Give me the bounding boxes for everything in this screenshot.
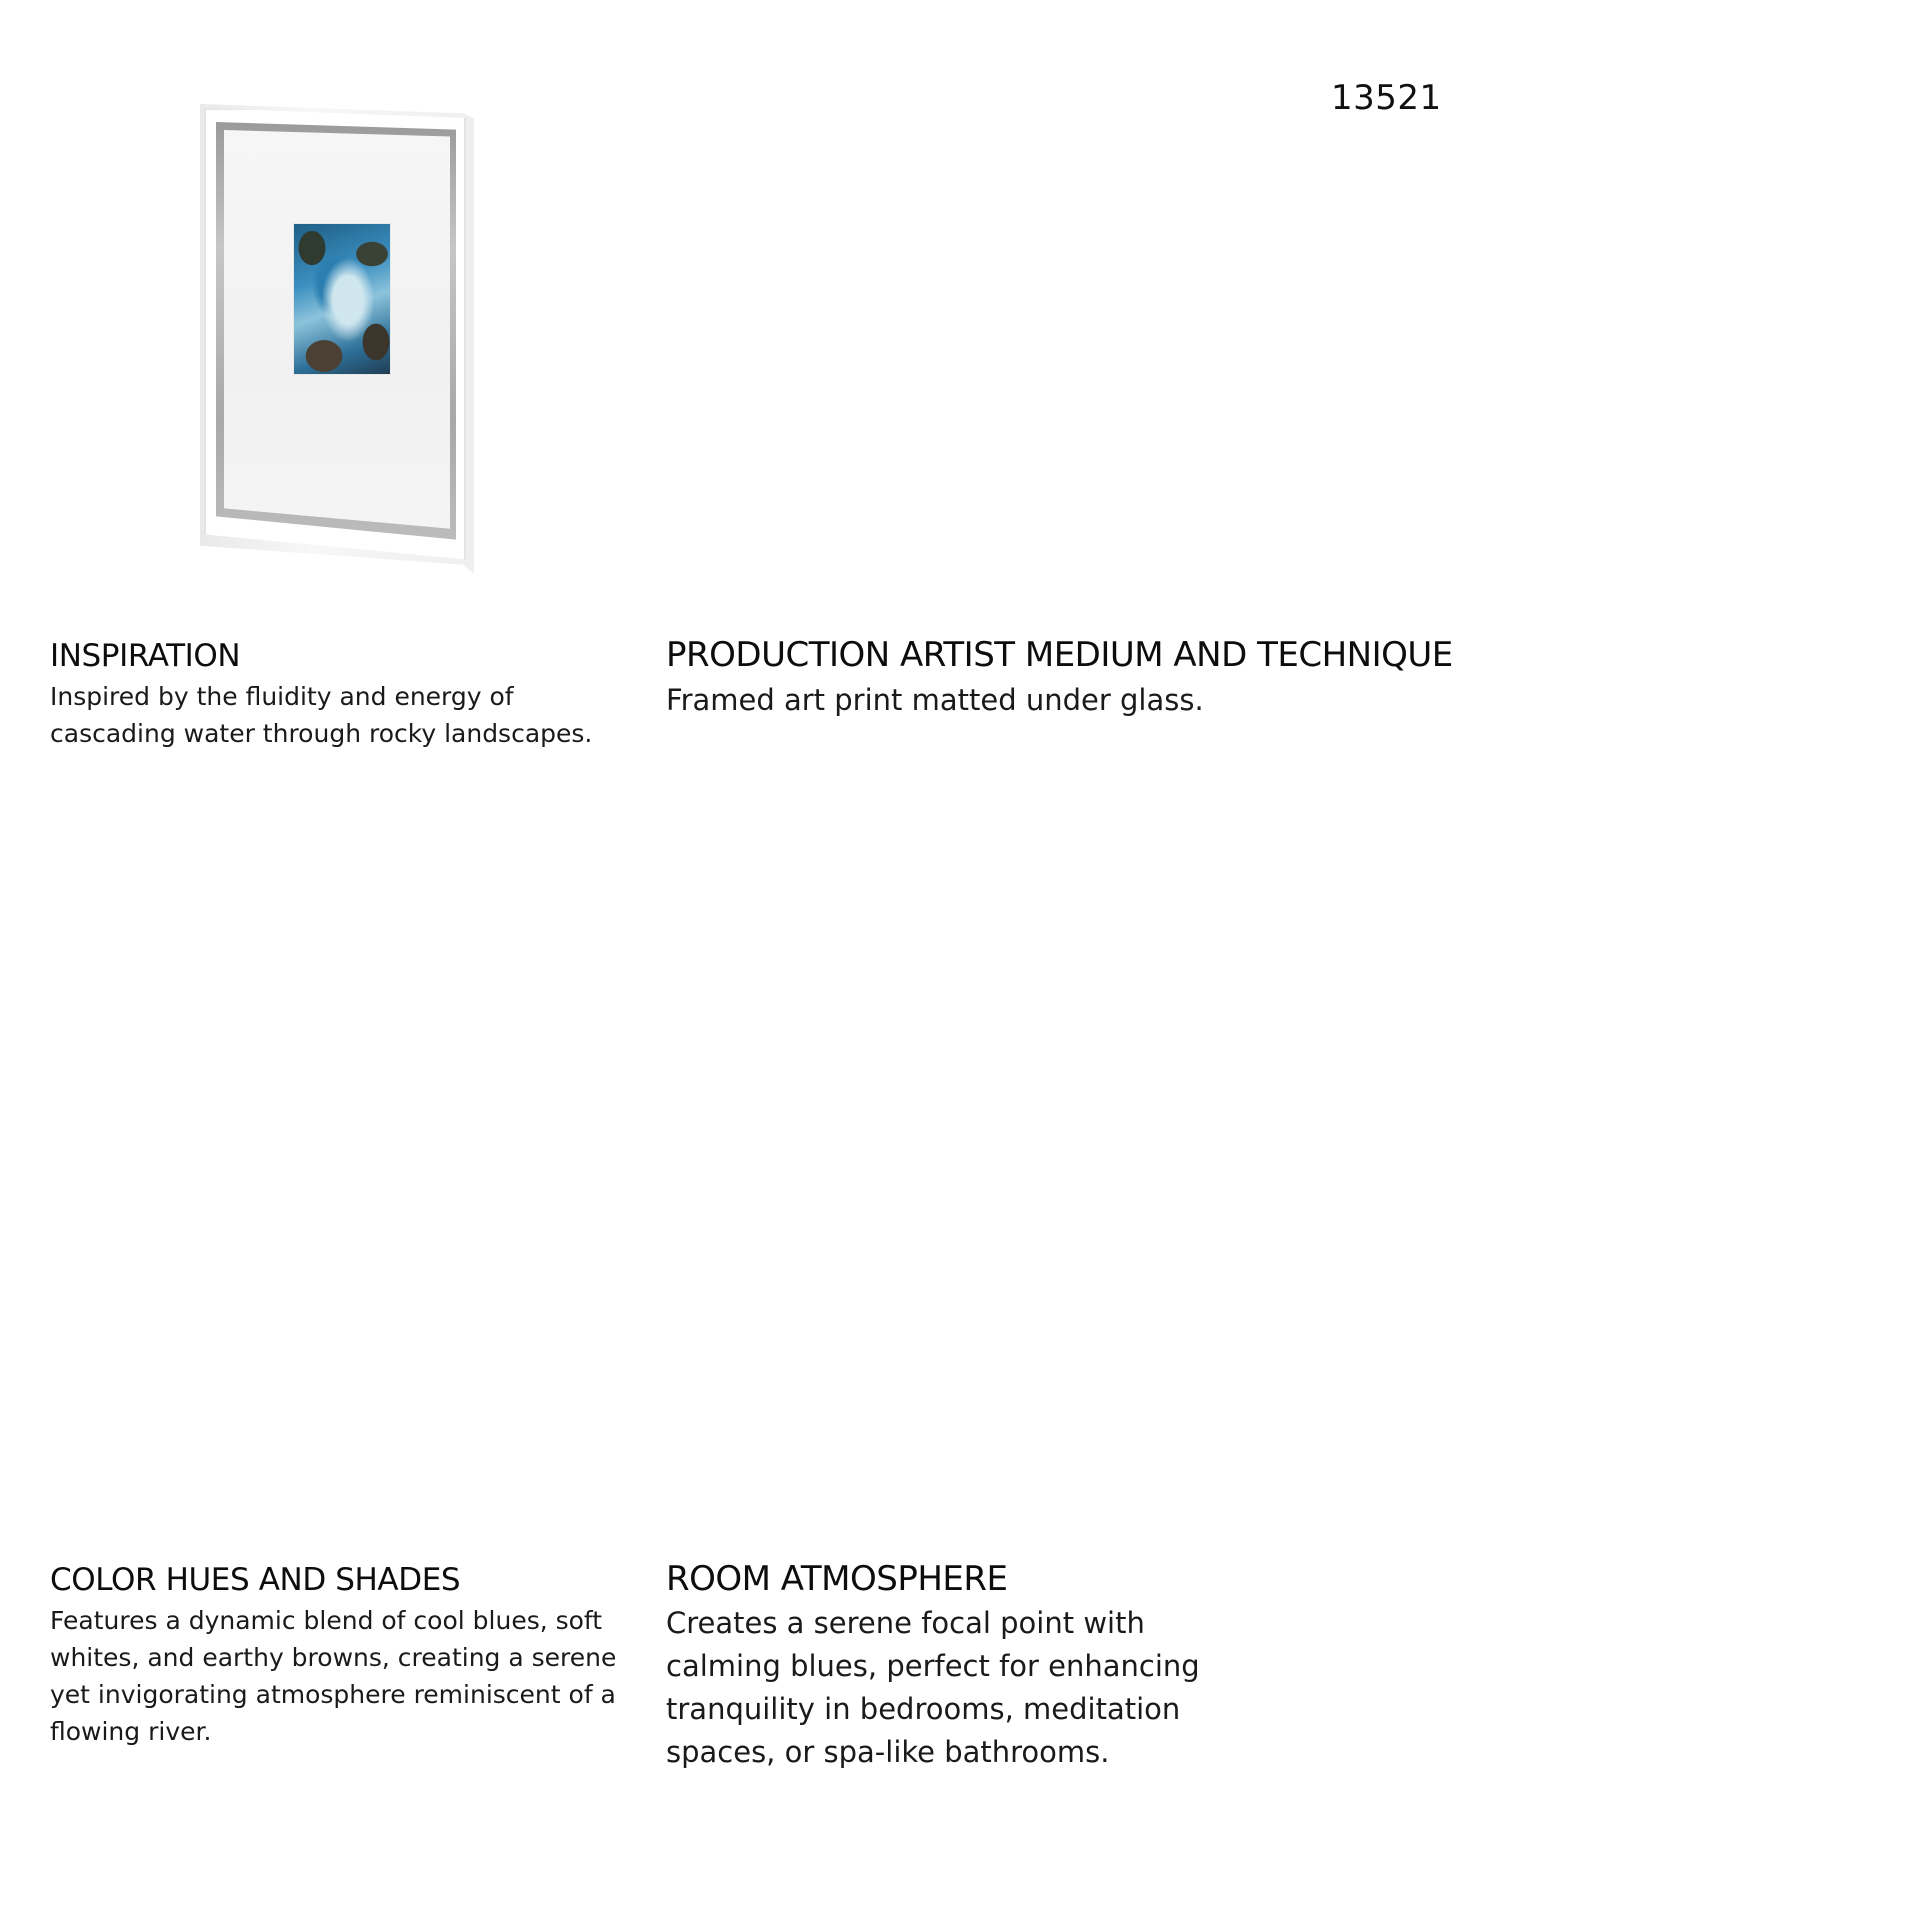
inspiration-text: Inspired by the fluidity and energy of cascading water through rocky landscapes. xyxy=(50,682,593,748)
artwork-water-rocks xyxy=(294,224,390,374)
color-section xyxy=(50,1560,630,1750)
production-title: PRODUCTION ARTIST MEDIUM AND TECHNIQUE xyxy=(666,635,1453,675)
inspiration-section xyxy=(50,636,610,752)
room-atmosphere-section xyxy=(666,1558,1226,1774)
inspiration-title: INSPIRATION xyxy=(50,638,241,674)
color-text: Features a dynamic blend of cool blues, soft whites, and earthy browns, creating a serene yet invigorating atmosphere reminiscent of a flowing river. xyxy=(50,1606,617,1746)
production-section xyxy=(666,634,1566,720)
product-id: 13521 xyxy=(1331,78,1442,118)
room-atmosphere-text: Creates a serene focal point with calming blues, perfect for enhancing tranquility in bedrooms, meditation spaces, or spa-like bathrooms. xyxy=(666,1606,1200,1769)
color-title: COLOR HUES AND SHADES xyxy=(50,1562,461,1598)
framed-art-print-image xyxy=(200,104,474,574)
frame-outer xyxy=(204,108,466,564)
room-atmosphere-title: ROOM ATMOSPHERE xyxy=(666,1559,1008,1599)
production-text: Framed art print matted under glass. xyxy=(666,683,1204,717)
